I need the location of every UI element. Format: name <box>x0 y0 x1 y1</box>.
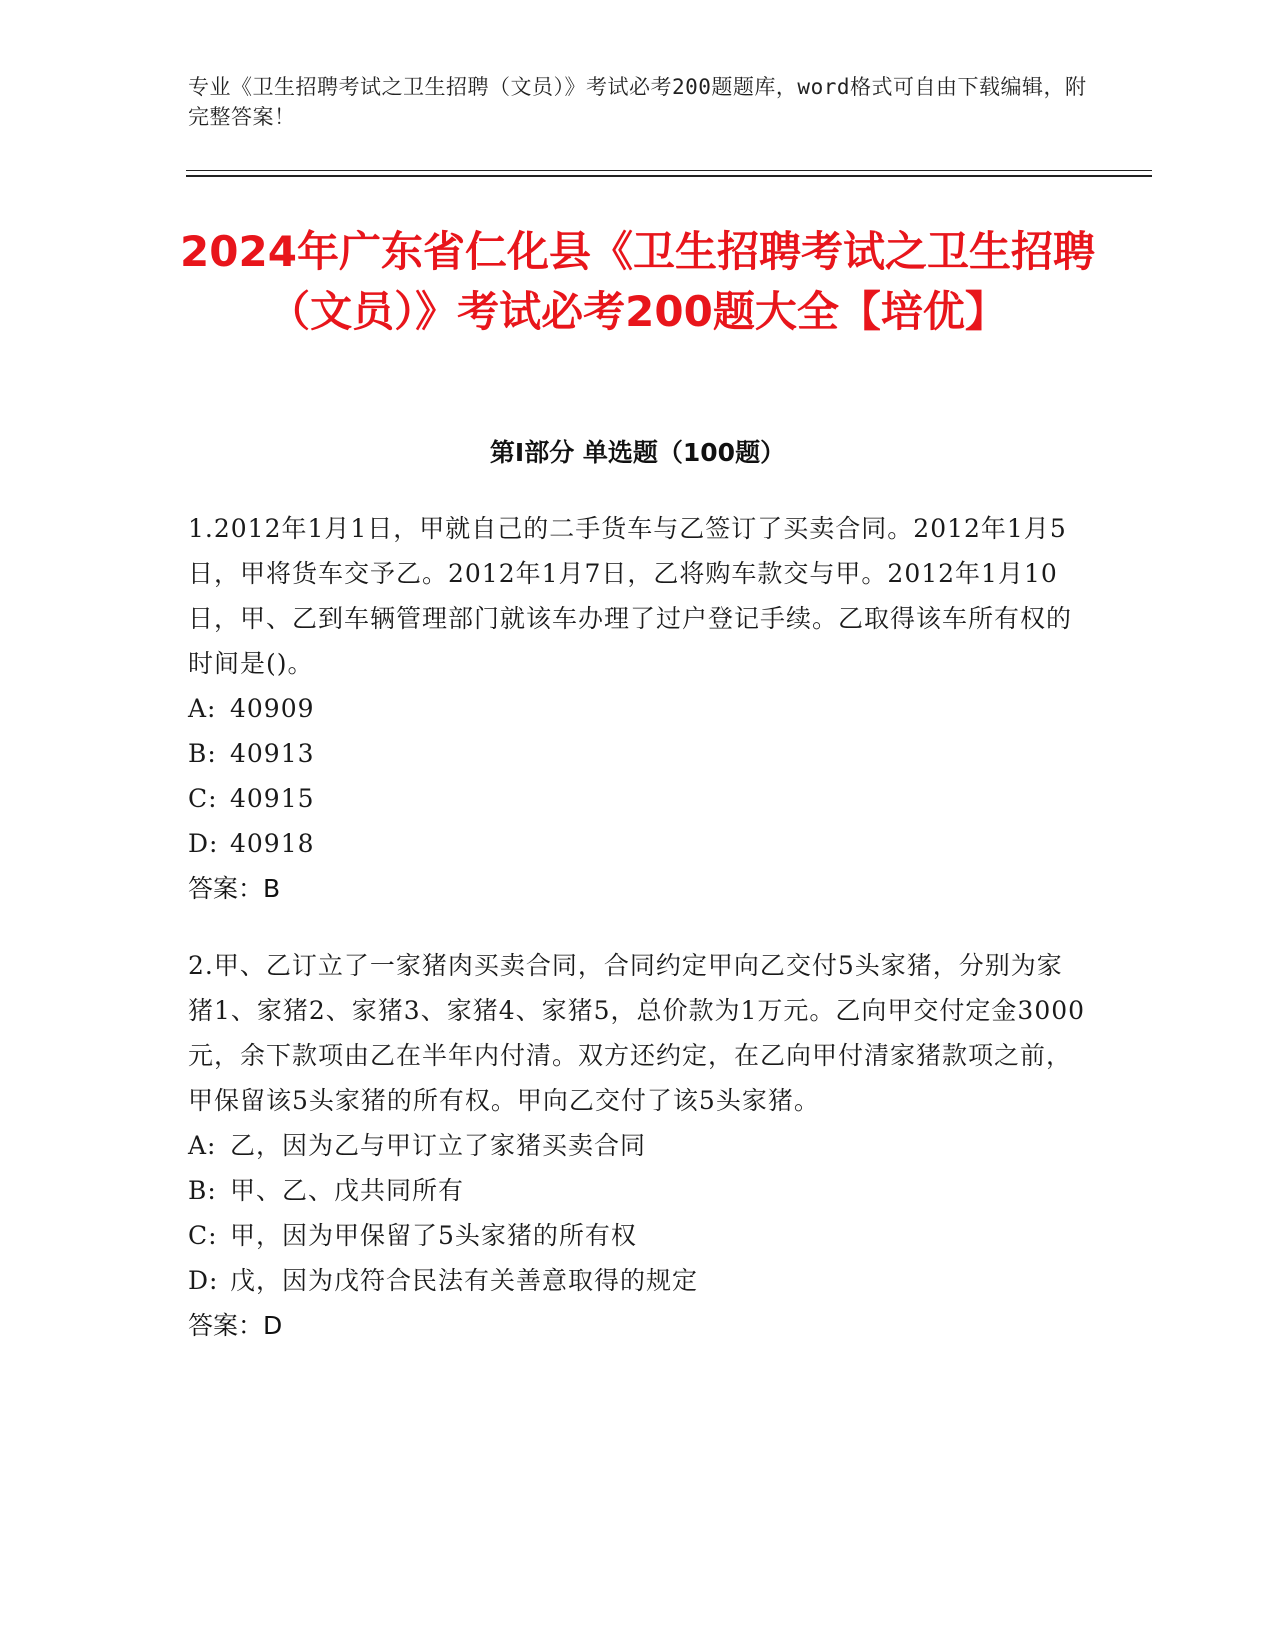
question-stem: 1.2012年1月1日，甲就自己的二手货车与乙签订了买卖合同。2012年1月5日，甲将货车交予乙。2012年1月7日，乙将购车款交与甲。2012年1月10日，甲、乙到车辆管理部门就该车办理了过户登记手续。乙取得该车所有权的时间是()。 <box>188 514 1073 678</box>
question-stem: 2.甲、乙订立了一家猪肉买卖合同，合同约定甲向乙交付5头家猪，分别为家猪1、家猪2、家猪3、家猪4、家猪5，总价款为1万元。乙向甲交付定金3000元，余下款项由乙在半年内付清。双方还约定，在乙向甲付清家猪款项之前，甲保留该5头家猪的所有权。甲向乙交付了该5头家猪。 <box>188 951 1086 1115</box>
option-text: 40918 <box>230 829 315 858</box>
question-1 <box>188 506 1088 911</box>
header-rule-thin <box>186 170 1152 171</box>
option-text: 40913 <box>230 739 315 768</box>
option-d <box>188 1258 1088 1303</box>
option-letter: D: <box>188 829 219 858</box>
option-text: 甲、乙、戊共同所有 <box>230 1176 465 1205</box>
option-b <box>188 1168 1088 1213</box>
option-letter: C: <box>188 1221 218 1250</box>
option-text: 40909 <box>230 694 315 723</box>
option-d <box>188 821 1088 866</box>
option-letter: B: <box>188 739 217 768</box>
option-letter: B: <box>188 1176 217 1205</box>
option-text: 甲，因为甲保留了5头家猪的所有权 <box>230 1221 637 1250</box>
option-letter: D: <box>188 1266 219 1295</box>
document-title: 2024年广东省仁化县《卫生招聘考试之卫生招聘（文员）》考试必考200题大全【培优】 <box>180 227 1095 336</box>
section-title: 第I部分 单选题（100题） <box>489 438 786 467</box>
answer: 答案：B <box>188 874 281 903</box>
option-text: 乙，因为乙与甲订立了家猪买卖合同 <box>230 1131 647 1160</box>
option-a <box>188 686 1088 731</box>
header-rule-thick <box>186 175 1152 177</box>
option-text: 戊，因为戊符合民法有关善意取得的规定 <box>230 1266 699 1295</box>
option-letter: A: <box>188 694 217 723</box>
option-c <box>188 776 1088 821</box>
option-letter: A: <box>188 1131 217 1160</box>
option-letter: C: <box>188 784 218 813</box>
answer: 答案：D <box>188 1311 283 1340</box>
header-note: 专业《卫生招聘考试之卫生招聘（文员）》考试必考200题题库，word格式可自由下载编辑，附完整答案！ <box>188 75 1087 129</box>
option-c <box>188 1213 1088 1258</box>
option-a <box>188 1123 1088 1168</box>
question-2 <box>188 943 1088 1348</box>
option-text: 40915 <box>230 784 315 813</box>
option-b <box>188 731 1088 776</box>
